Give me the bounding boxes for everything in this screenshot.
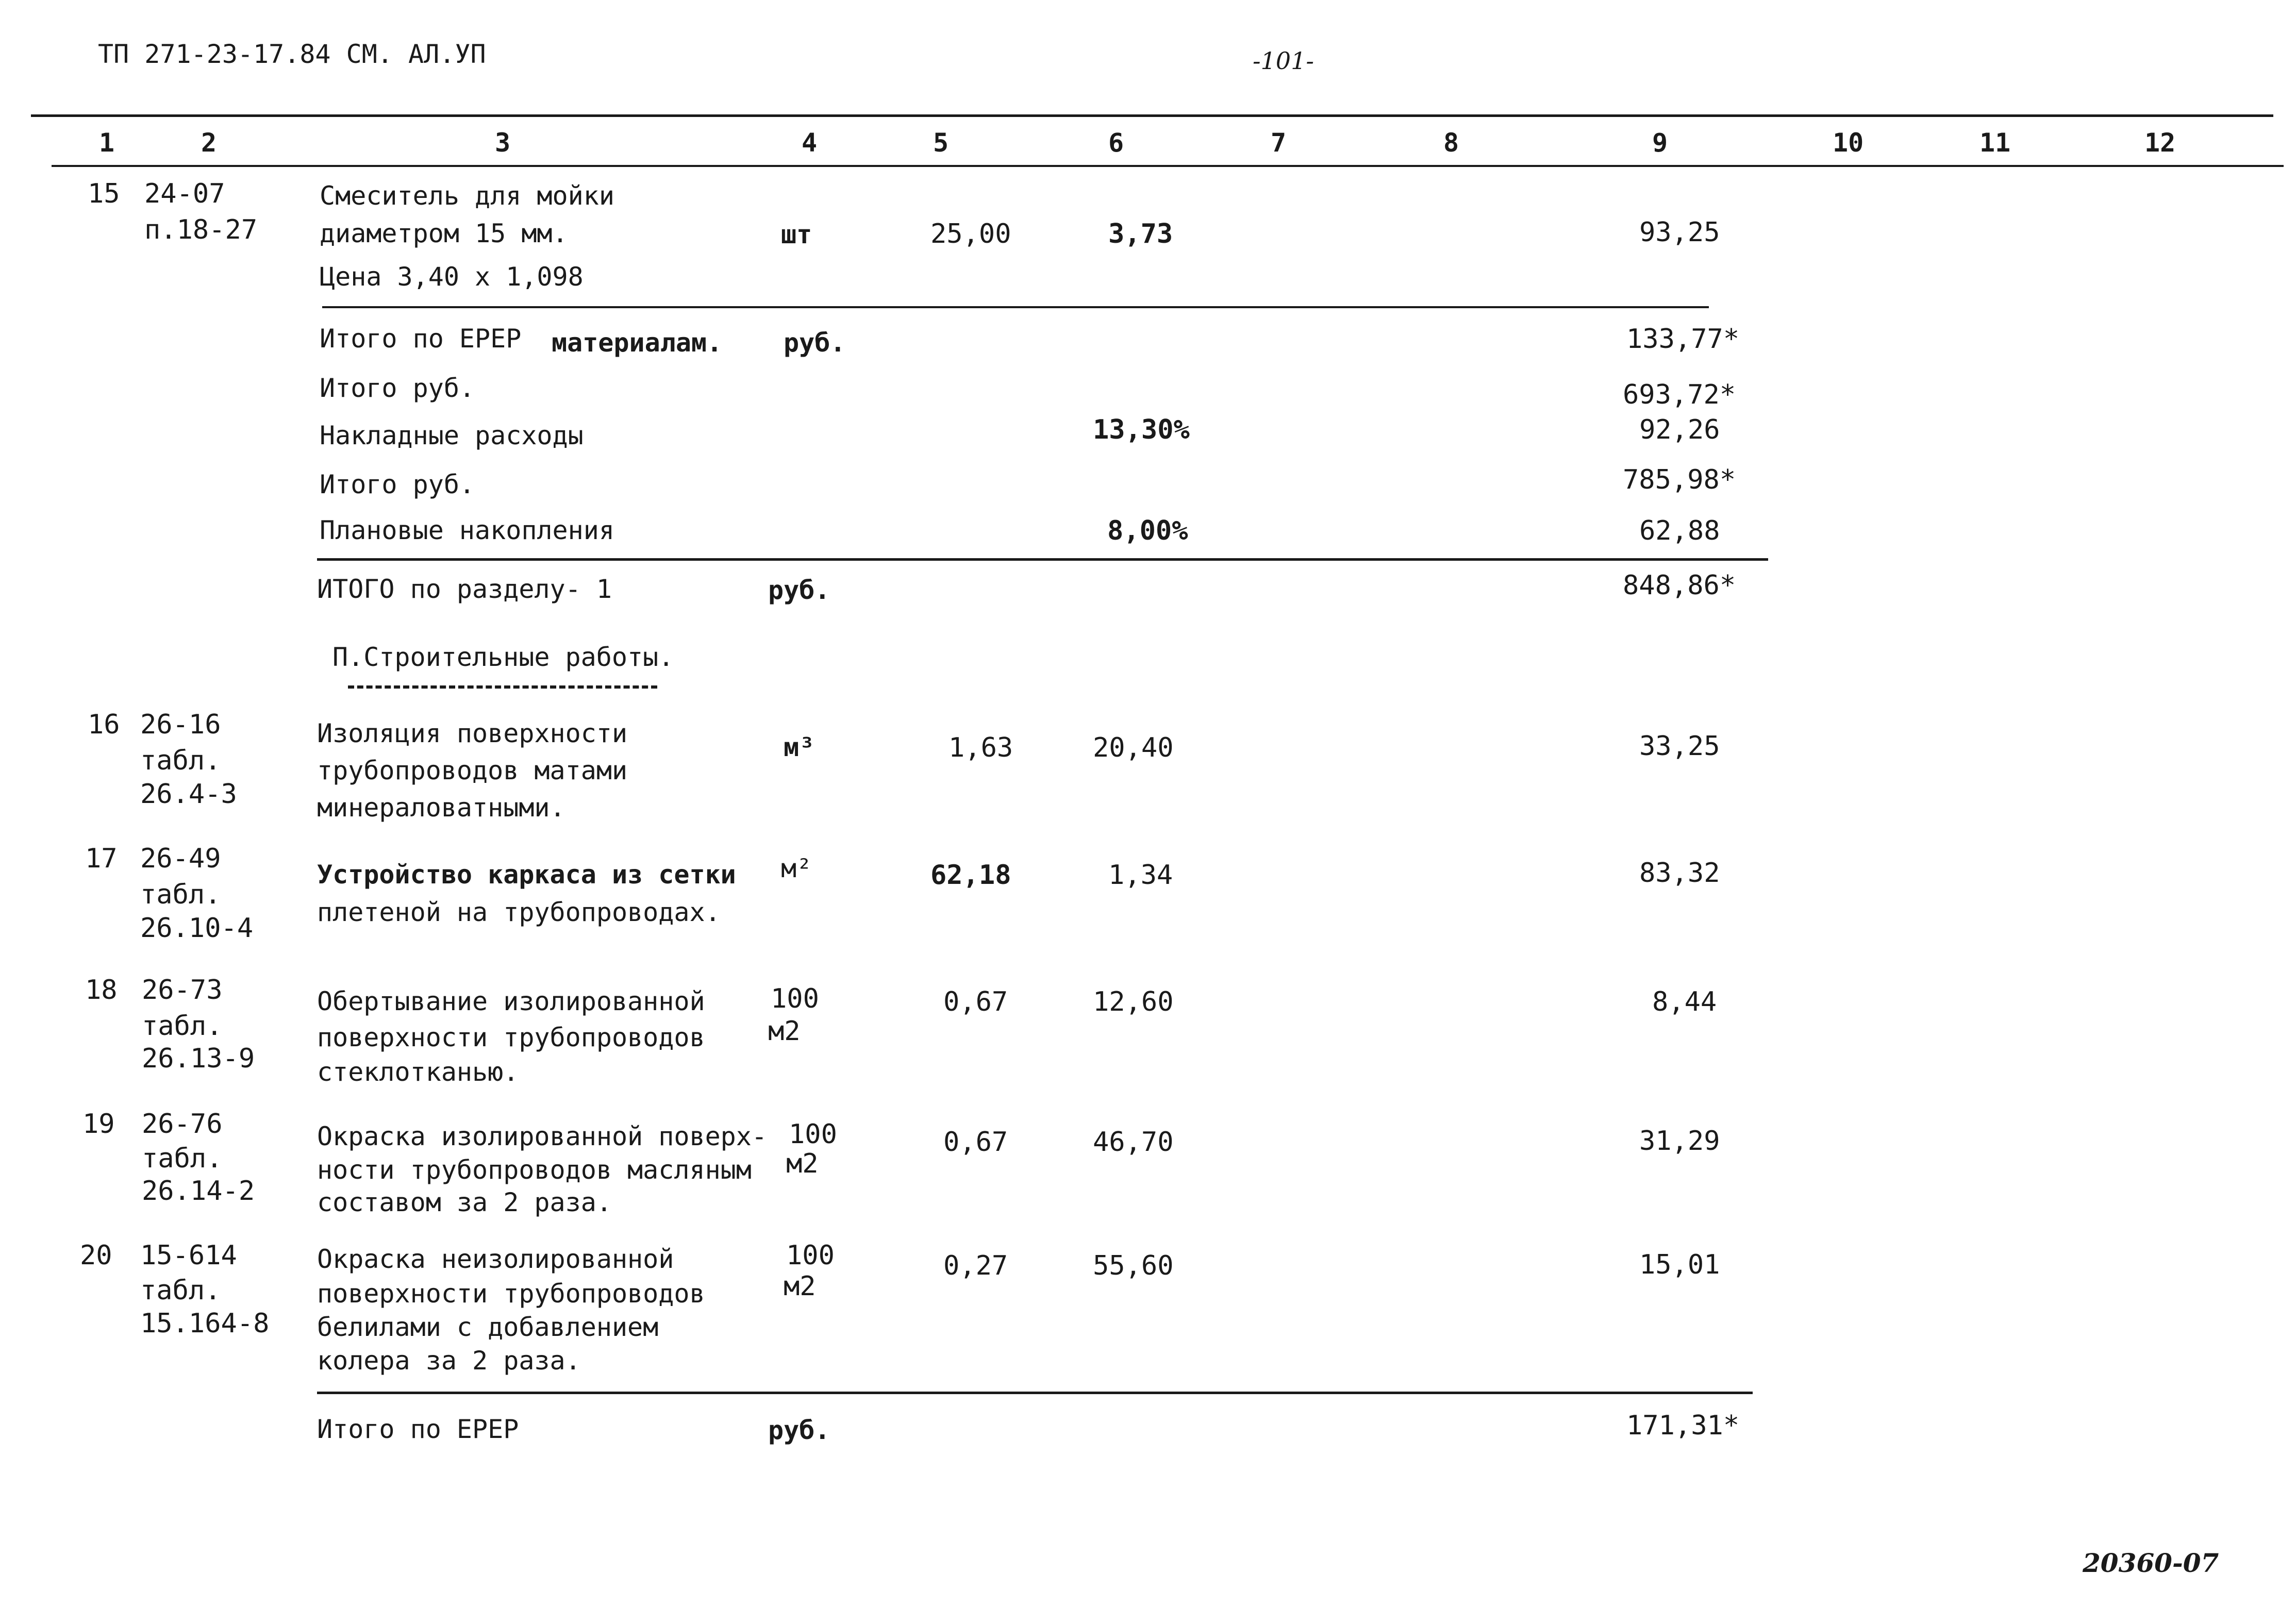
row-unit: м2: [784, 1271, 816, 1302]
row-description: ности трубопроводов масляным: [317, 1155, 752, 1185]
row-code: табл.: [140, 1275, 221, 1306]
row-unit: 100: [789, 1119, 837, 1150]
row-description: Обертывание изолированной: [317, 986, 705, 1016]
row-total: 15,01: [1639, 1249, 1720, 1280]
page-number: -101-: [1253, 47, 1314, 75]
summary-materials-total: 133,77*: [1626, 324, 1740, 355]
row-total: 31,29: [1639, 1126, 1720, 1157]
row-code: 26.14-2: [142, 1176, 255, 1207]
row-code: табл.: [140, 745, 221, 776]
row-quantity: 62,18: [930, 860, 1011, 891]
row-total: 8,44: [1652, 986, 1717, 1017]
row-code: 26.13-9: [142, 1043, 255, 1074]
row-description: составом за 2 раза.: [317, 1187, 612, 1217]
row-description: трубопроводов матами: [317, 756, 628, 785]
column-header-8: 8: [1443, 128, 1459, 158]
column-header-6: 6: [1108, 128, 1124, 158]
subtotal-rule: [322, 306, 1709, 308]
row-description: Цена 3,40 х 1,098: [320, 262, 584, 292]
row-description: диаметром 15 мм.: [320, 219, 568, 248]
column-header-1: 1: [99, 128, 115, 158]
overhead-rate: 13,30%: [1093, 414, 1190, 445]
column-header-rule: [52, 165, 2284, 167]
row-quantity: 25,00: [930, 219, 1011, 249]
row-code: табл.: [142, 1011, 223, 1042]
row-unit-price: 1,34: [1108, 860, 1173, 891]
column-header-12: 12: [2144, 128, 2176, 158]
row-code: табл.: [140, 879, 221, 910]
row-number: 17: [85, 843, 118, 874]
row-description: белилами с добавлением: [317, 1312, 659, 1342]
summary-materials-label: Итого по ЕРЕР: [320, 324, 522, 354]
row-total: 93,25: [1639, 217, 1720, 248]
row-number: 18: [85, 975, 118, 1006]
row-code: 26-49: [140, 843, 221, 874]
row-description: Изоляция поверхности: [317, 718, 628, 748]
row-number: 20: [80, 1240, 112, 1271]
table-top-rule: [31, 114, 2273, 117]
row-quantity: 0,67: [943, 986, 1008, 1017]
row-description: плетеной на трубопроводах.: [317, 897, 721, 927]
row-description: Смеситель для мойки: [320, 181, 614, 211]
row-description: Окраска изолированной поверх-: [317, 1121, 767, 1151]
row-quantity: 0,67: [943, 1127, 1008, 1158]
section-heading-underline: [348, 685, 657, 689]
row-description: Устройство каркаса из сетки: [317, 860, 736, 890]
row-code: 26.10-4: [140, 913, 254, 944]
row-unit: 100: [786, 1240, 835, 1271]
row-unit: м2: [768, 1016, 801, 1047]
row-code: п.18-27: [144, 214, 258, 245]
row-quantity: 1,63: [949, 732, 1013, 763]
row-quantity: 0,27: [943, 1250, 1008, 1281]
summary-materials-unit: руб.: [784, 328, 846, 358]
summary-total-label: Итого руб.: [320, 470, 475, 499]
column-header-3: 3: [495, 128, 511, 158]
overhead-total: 92,26: [1639, 414, 1720, 445]
row-code: 26-73: [142, 975, 223, 1006]
summary-materials-label-b: материалам.: [552, 328, 723, 358]
section-total-rule: [317, 558, 1768, 561]
row-code: 26-76: [142, 1109, 223, 1140]
section-heading: П.Строительные работы.: [332, 642, 674, 672]
erer-total-label: Итого по ЕРЕР: [317, 1414, 519, 1444]
row-code: 24-07: [144, 178, 225, 209]
row-description: колера за 2 раза.: [317, 1346, 581, 1376]
row-unit: 100: [771, 983, 819, 1014]
row-code: табл.: [142, 1143, 223, 1174]
row-description: минераловатными.: [317, 793, 565, 823]
archive-stamp: 20360-07: [2083, 1548, 2219, 1578]
row-number: 16: [88, 709, 120, 740]
row-unit: м²: [781, 853, 812, 883]
row-code: 15.164-8: [140, 1308, 270, 1339]
row-description: Окраска неизолированной: [317, 1244, 674, 1274]
erer-total-rule: [317, 1392, 1753, 1394]
column-header-4: 4: [802, 128, 818, 158]
savings-label: Плановые накопления: [320, 515, 614, 545]
row-unit: м³: [784, 732, 815, 762]
section-total-label: ИТОГО по разделу- 1: [317, 574, 612, 604]
overhead-label: Накладные расходы: [320, 421, 584, 450]
row-number: 19: [82, 1109, 115, 1140]
column-header-9: 9: [1652, 128, 1668, 158]
row-unit: шт: [781, 220, 812, 249]
row-description: поверхности трубопроводов: [317, 1279, 705, 1309]
section-total-value: 848,86*: [1623, 570, 1736, 601]
savings-rate: 8,00%: [1107, 515, 1188, 546]
row-code: 15-614: [140, 1240, 237, 1271]
row-total: 33,25: [1639, 731, 1720, 762]
erer-total-value: 171,31*: [1626, 1410, 1740, 1441]
row-code: 26.4-3: [140, 779, 237, 810]
summary-total-label: Итого руб.: [320, 373, 475, 403]
row-description: стеклотканью.: [317, 1057, 519, 1087]
row-unit-price: 12,60: [1093, 986, 1174, 1017]
row-unit-price: 46,70: [1093, 1127, 1174, 1158]
summary-total-value: 693,72*: [1623, 379, 1736, 410]
row-unit-price: 20,40: [1093, 732, 1174, 763]
column-header-11: 11: [1979, 128, 2011, 158]
summary-total-value: 785,98*: [1623, 464, 1736, 495]
column-header-5: 5: [933, 128, 949, 158]
savings-total: 62,88: [1639, 515, 1720, 546]
row-unit-price: 3,73: [1108, 219, 1173, 249]
row-unit-price: 55,60: [1093, 1250, 1174, 1281]
row-description: поверхности трубопроводов: [317, 1023, 705, 1052]
column-header-2: 2: [201, 128, 217, 158]
column-header-7: 7: [1271, 128, 1287, 158]
row-total: 83,32: [1639, 858, 1720, 889]
column-header-10: 10: [1833, 128, 1864, 158]
row-code: 26-16: [140, 709, 221, 740]
document-reference: ТП 271-23-17.84 СМ. АЛ.УП: [98, 39, 486, 69]
section-total-unit: руб.: [768, 575, 830, 605]
row-number: 15: [88, 178, 120, 209]
row-unit: м2: [786, 1148, 819, 1179]
erer-total-unit: руб.: [768, 1415, 830, 1445]
